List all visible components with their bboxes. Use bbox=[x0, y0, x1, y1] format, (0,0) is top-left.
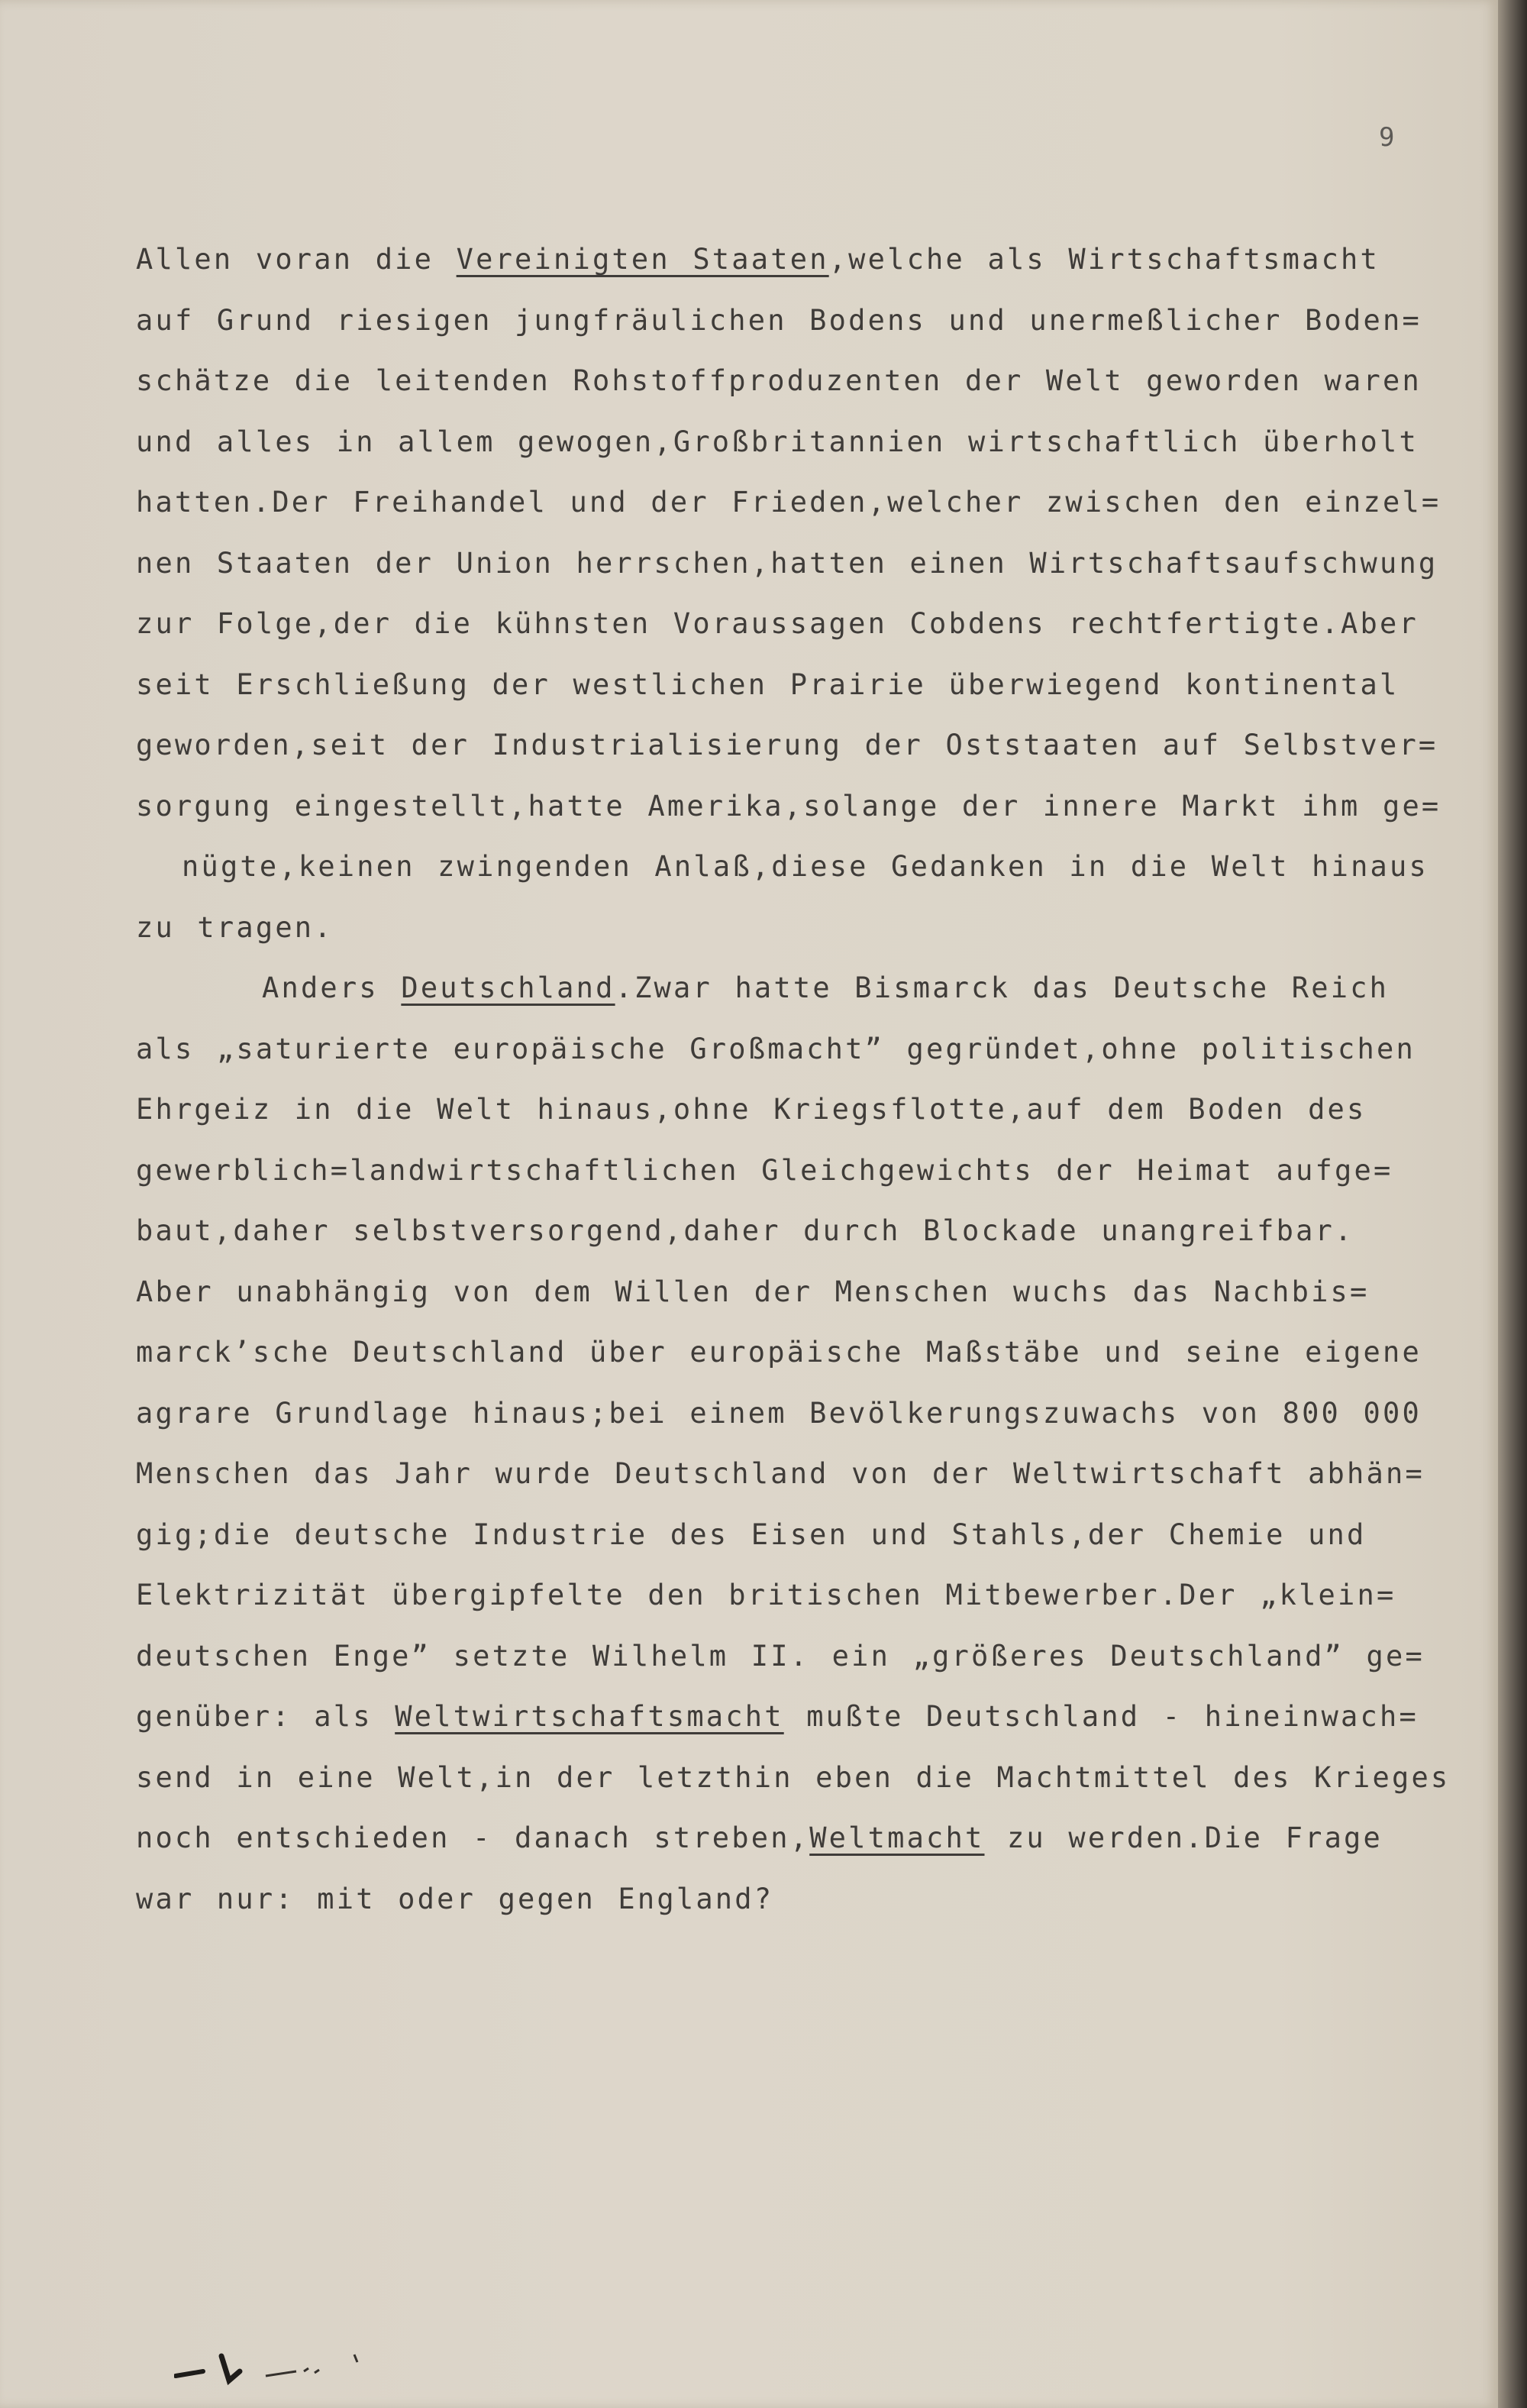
text-segment: mußte Deutschland - hineinwach= bbox=[783, 1700, 1419, 1733]
page-edge-shadow bbox=[1498, 0, 1527, 2408]
text-segment: Allen voran die bbox=[136, 243, 457, 276]
underlined-term: Deutschland bbox=[401, 971, 615, 1004]
body-text bbox=[136, 229, 1480, 1929]
text-line: nen Staaten der Union herrschen,hatten einen Wirtschaftsaufschwung bbox=[136, 546, 1438, 580]
text-segment: ,welche als Wirtschaftsmacht bbox=[828, 243, 1380, 276]
text-line: Ehrgeiz in die Welt hinaus,ohne Kriegsflotte,auf dem Boden des bbox=[136, 1093, 1367, 1126]
pencil-marks bbox=[174, 2348, 403, 2387]
text-line: deutschen Enge” setzte Wilhelm II. ein „größeres Deutschland” ge= bbox=[136, 1639, 1425, 1673]
text-line: schätze die leitenden Rohstoffproduzenten der Welt geworden waren bbox=[136, 364, 1422, 397]
text-line: sorgung eingestellt,hatte Amerika,solange der innere Markt ihm ge= bbox=[136, 789, 1441, 823]
text-line: seit Erschließung der westlichen Prairie überwiegend kontinental bbox=[136, 667, 1399, 701]
text-line: zu tragen. bbox=[136, 910, 334, 944]
text-line: Elektrizität übergipfelte den britischen Mitbewerber.Der „klein= bbox=[136, 1579, 1396, 1611]
text-line: gig;die deutsche Industrie des Eisen und Stahls,der Chemie und bbox=[136, 1518, 1367, 1551]
text-line: gewerblich=landwirtschaftlichen Gleichgewichts der Heimat aufge= bbox=[136, 1153, 1393, 1187]
text-line: als „saturierte europäische Großmacht” gegründet,ohne politischen bbox=[136, 1032, 1416, 1065]
text-segment: genüber: als bbox=[136, 1700, 395, 1733]
underlined-term: Vereinigten Staaten bbox=[456, 243, 829, 276]
text-line bbox=[136, 229, 1480, 290]
text-line: auf Grund riesigen jungfräulichen Bodens und unermeßlicher Boden= bbox=[136, 303, 1422, 337]
text-line: zur Folge,der die kühnsten Voraussagen Cobdens rechtfertigte.Aber bbox=[136, 607, 1419, 640]
text-line bbox=[136, 958, 1480, 1019]
text-line: Aber unabhängig von dem Willen der Menschen wuchs das Nachbis= bbox=[136, 1275, 1370, 1308]
page-number: 9 bbox=[1379, 122, 1395, 153]
text-segment: zu werden.Die Frage bbox=[984, 1821, 1383, 1854]
text-line: nügte,keinen zwingenden Anlaß,diese Gedanken in die Welt hinaus bbox=[182, 850, 1429, 883]
text-line: agrare Grundlage hinaus;bei einem Bevölkerungszuwachs von 800 000 bbox=[136, 1396, 1422, 1430]
text-line: marck’sche Deutschland über europäische Maßstäbe und seine eigene bbox=[136, 1336, 1422, 1369]
text-segment: .Zwar hatte Bismarck das Deutsche Reich bbox=[615, 971, 1390, 1004]
text-segment: noch entschieden - danach streben, bbox=[136, 1821, 810, 1854]
text-line: und alles in allem gewogen,Großbritannien wirtschaftlich überholt bbox=[136, 425, 1419, 458]
text-line: Menschen das Jahr wurde Deutschland von der Weltwirtschaft abhän= bbox=[136, 1457, 1425, 1490]
text-line: send in eine Welt,in der letzthin eben die Machtmittel des Krieges bbox=[136, 1760, 1451, 1794]
underlined-term: Weltmacht bbox=[809, 1821, 985, 1854]
underlined-term: Weltwirtschaftsmacht bbox=[395, 1700, 784, 1733]
text-line: baut,daher selbstversorgend,daher durch Blockade unangreifbar. bbox=[136, 1214, 1354, 1247]
text-line: geworden,seit der Industrialisierung der Oststaaten auf Selbstver= bbox=[136, 729, 1438, 761]
text-line: war nur: mit oder gegen England? bbox=[136, 1882, 774, 1915]
text-line bbox=[136, 1686, 1480, 1747]
text-segment: Anders bbox=[262, 971, 402, 1004]
text-line: hatten.Der Freihandel und der Frieden,welcher zwischen den einzel= bbox=[136, 486, 1441, 519]
text-line bbox=[136, 1808, 1480, 1869]
